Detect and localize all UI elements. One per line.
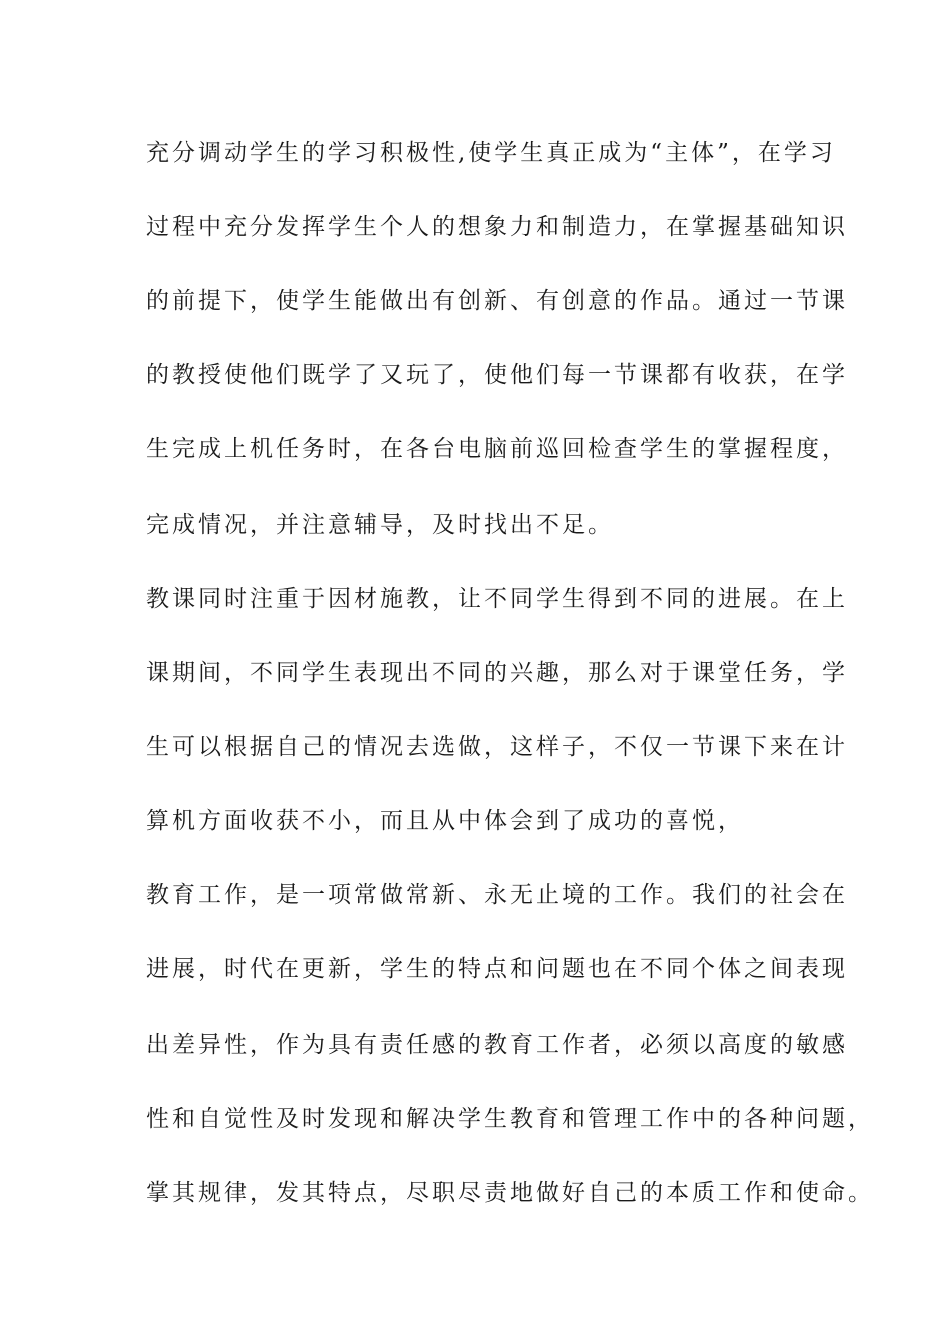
text-line: 充分调动学生的学习积极性,使学生真正成为“主体”，在学习 — [146, 140, 836, 166]
text-line: 教课同时注重于因材施教，让不同学生得到不同的进展。在上 — [146, 586, 848, 612]
text-line: 过程中充分发挥学生个人的想象力和制造力，在掌握基础知识 — [146, 214, 848, 240]
text-line: 掌其规律，发其特点，尽职尽责地做好自己的本质工作和使命。 — [146, 1180, 874, 1206]
text-line: 性和自觉性及时发现和解决学生教育和管理工作中的各种问题， — [146, 1106, 874, 1132]
text-line: 教育工作，是一项常做常新、永无止境的工作。我们的社会在 — [146, 882, 848, 908]
text-line: 出差异性，作为具有责任感的教育工作者，必须以高度的敏感 — [146, 1032, 848, 1058]
text-line: 的教授使他们既学了又玩了，使他们每一节课都有收获，在学 — [146, 362, 848, 388]
text-line: 算机方面收获不小，而且从中体会到了成功的喜悦， — [146, 808, 744, 834]
text-line: 完成情况，并注意辅导，及时找出不足。 — [146, 512, 614, 538]
text-line: 进展，时代在更新，学生的特点和问题也在不同个体之间表现 — [146, 956, 848, 982]
text-line: 生可以根据自己的情况去选做，这样子，不仅一节课下来在计 — [146, 734, 848, 760]
text-line: 课期间，不同学生表现出不同的兴趣，那么对于课堂任务，学 — [146, 660, 848, 686]
text-line: 生完成上机任务时，在各台电脑前巡回检查学生的掌握程度， — [146, 436, 848, 462]
text-line: 的前提下，使学生能做出有创新、有创意的作品。通过一节课 — [146, 288, 848, 314]
